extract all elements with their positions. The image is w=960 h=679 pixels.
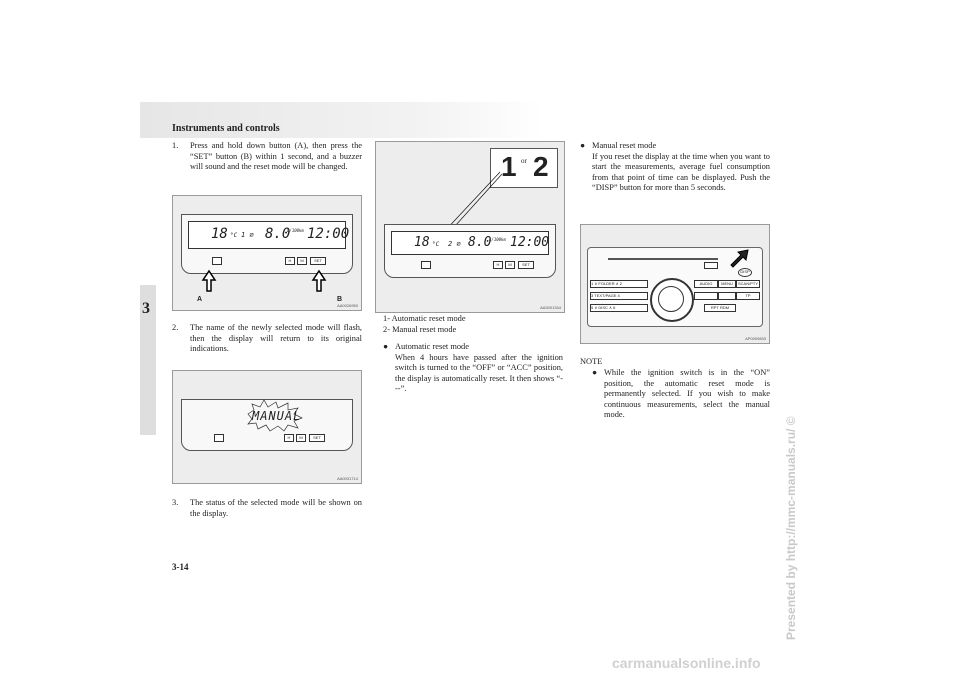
bullet-icon: ● [580,141,586,150]
bullet-icon: ● [383,342,389,351]
temp-value: 18 [414,235,430,250]
text-page-row[interactable]: 3 TEXT/PAGE 4 [590,292,648,300]
figure-code: AA0031714 [337,476,358,481]
step-number: 1. [172,141,179,150]
callout-a: A [197,296,203,303]
note-section [592,368,770,421]
manual-mode-section [580,141,770,194]
temp-unit: °C [230,232,238,239]
figure-audio-unit [580,224,770,344]
watermark: carmanualsonline.info [612,655,761,671]
temp-value: 18 [211,226,228,242]
set-button[interactable]: SET [309,434,325,442]
button-a[interactable] [214,434,224,442]
meter-unit [181,399,353,451]
lcd-display [391,231,549,255]
arrow-icons [173,196,361,310]
or-text: or [521,157,527,165]
menu-button[interactable]: MENU [718,280,736,288]
manual-title: Manual reset mode [592,141,657,150]
fuel-unit: L/100km [489,237,506,242]
m-button[interactable]: M [296,434,306,442]
disp-button[interactable]: DISP [738,268,752,277]
meter-unit [384,224,556,278]
automatic-title: Automatic reset mode [395,342,469,351]
bullet-icon: ● [592,368,598,377]
tp-button[interactable]: TP [736,292,760,300]
set-button[interactable]: SET [310,257,326,265]
mode-indicator: 1 ⌀ [241,231,254,239]
step-text: The name of the newly selected mode will flash, then the display will return to its original indications. [190,323,362,354]
note-text: While the ignition switch is in the “ON” position, the automatic reset mode is permanently selected. If you wish to make continuous measurements, select the manual mode. [604,368,770,420]
figure-display-reset [172,195,362,311]
manual-text: MANUAL [252,409,302,423]
figure-reset-modes [375,141,565,313]
step-2 [172,323,362,355]
figure-code: AA0026950 [337,303,358,308]
button-a[interactable] [421,261,431,269]
arrow-up-icon-a [203,271,215,291]
page-number: 3-14 [172,562,189,572]
arrow-up-icon-b [313,271,325,291]
disc-row[interactable]: 5 ∨ DISC ∧ 6 [590,304,648,312]
h-button[interactable]: H [284,434,294,442]
rpt-rdm-button[interactable]: RPT RDM [704,304,736,312]
step-1 [172,141,362,173]
automatic-mode-section [383,342,563,395]
big-number-1: 1 [501,151,517,182]
set-button[interactable]: SET [518,261,534,269]
chapter-number: 3 [142,300,150,317]
mode-indicator: 2 ⌀ [448,240,461,248]
fuel-value: 8.0 [265,226,291,242]
callout-b: B [337,296,343,303]
legend-item-2: 2- Manual reset mode [383,325,457,334]
temp-unit: °C [432,241,440,248]
figure-code: AA3001334 [540,305,561,310]
fuel-unit: L/100km [287,228,304,233]
fuel-value: 8.0 [468,235,492,250]
step-3 [172,498,362,519]
m-button[interactable]: M [505,261,515,269]
step-text: Press and hold down button (A), then press the “SET” button (B) within 1 second, and a buzzer will sound and the reset mode will be changed. [190,141,362,172]
clock-value: 12:00 [510,235,550,250]
lcd-display [188,406,344,428]
side-text: Presented by http://mmc-manuals.ru/ © [784,416,798,640]
legend-item-1: 1- Automatic reset mode [383,314,466,323]
folder-row[interactable]: 1 ∨ FOLDER ∧ 2 [590,280,648,288]
h-button[interactable]: H [493,261,503,269]
m-button[interactable]: M [297,257,307,265]
big-number-2: 2 [533,151,549,182]
automatic-text: When 4 hours have passed after the ignition switch is turned to the “OFF” or “ACC” position, the display is automatically reset. It then shows “---”. [395,352,563,394]
scan-pty-button[interactable]: SCAN/PTY [737,281,758,286]
step-number: 3. [172,498,179,507]
figure-manual-display [172,370,362,484]
section-title: Instruments and controls [172,123,280,134]
pointer-arrow [581,225,769,343]
clock-value: 12:00 [307,226,350,242]
arrow-down-left-icon [731,250,748,267]
step-text: The status of the selected mode will be shown on the display. [190,498,362,518]
manual-text: If you reset the display at the time when you want to start the measurements, average fuel consumption from that point of time can be displayed. Push the “DISP” button for more than 5 seconds. [592,151,770,193]
note-label: NOTE [580,357,603,366]
figure-code: AP0009833 [745,336,766,341]
h-button[interactable]: H [285,257,295,265]
step-number: 2. [172,323,179,332]
audio-button[interactable]: AUDIO [694,280,718,288]
